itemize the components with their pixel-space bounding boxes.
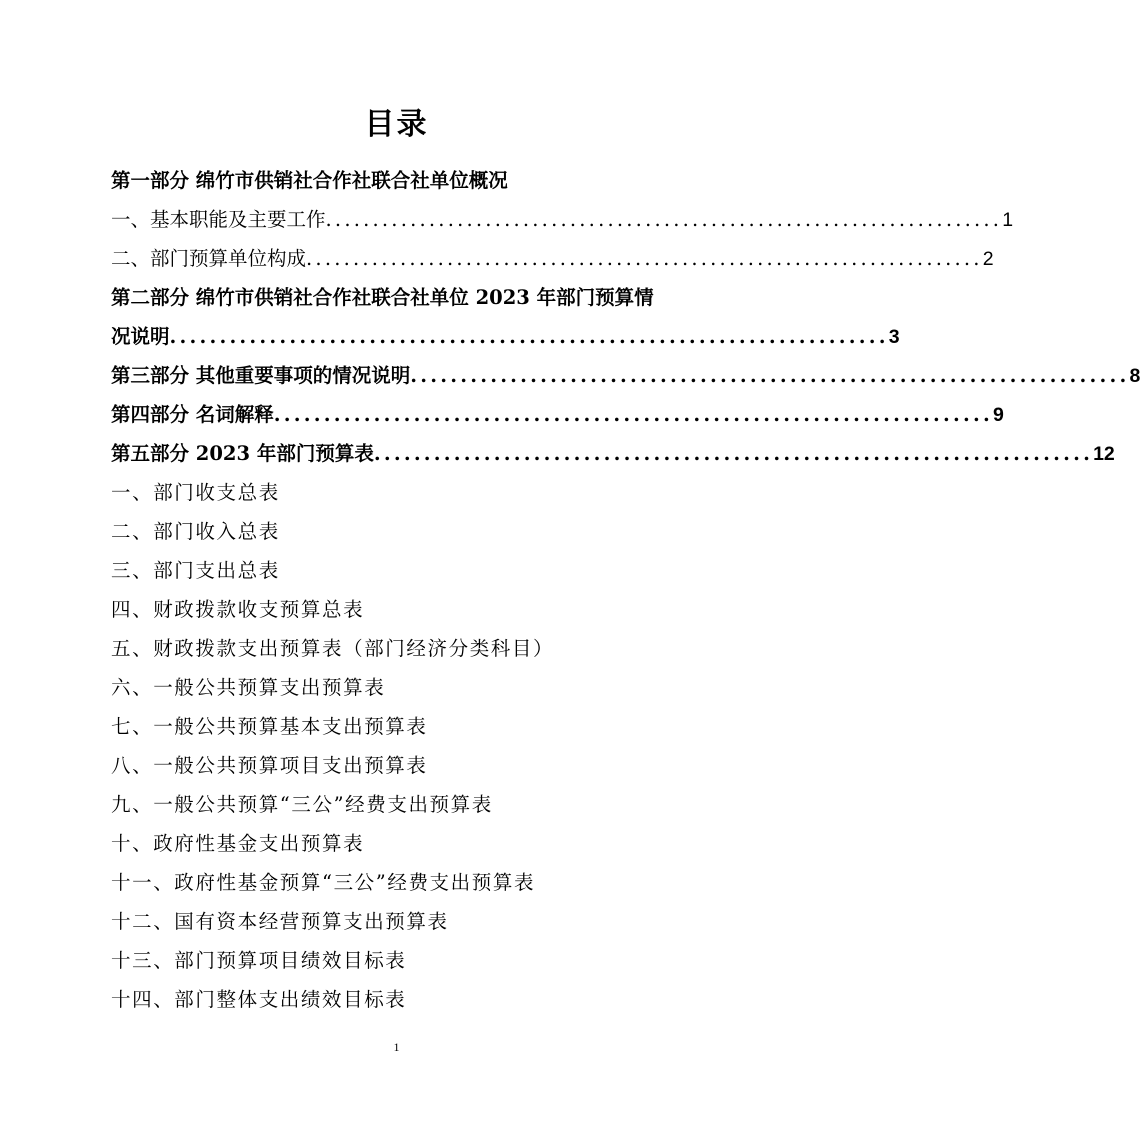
toc-entry-label: 二、部门预算单位构成 [111, 247, 307, 270]
toc-page-number: 3 [888, 326, 900, 348]
toc-entry-label: 第三部分 其他重要事项的情况说明 [111, 364, 411, 387]
toc-table-item[interactable]: 十、政府性基金支出预算表 [111, 832, 365, 855]
toc-entry-label: 第五部分 2023 年部门预算表 [111, 442, 374, 465]
toc-leader-dots: ........................................................................ [306, 247, 983, 270]
toc-leader-dots: ........................................................................ [325, 208, 1003, 231]
toc-part2-heading-line1[interactable]: 第二部分 绵竹市供销社合作社联合社单位 2023 年部门预算情 [111, 286, 654, 309]
toc-page-number: 9 [993, 404, 1004, 426]
toc-leader-dots: ........................................................................ [169, 325, 889, 348]
toc-table-item[interactable]: 十二、国有资本经营预算支出预算表 [111, 910, 449, 933]
toc-entry-label: 第四部分 名词解释 [111, 403, 274, 426]
toc-entry-part5[interactable] [111, 435, 1115, 473]
toc-table-item[interactable]: 四、财政拨款收支预算总表 [111, 598, 365, 621]
toc-table-item[interactable]: 六、一般公共预算支出预算表 [111, 676, 386, 699]
toc-leader-dots: ........................................................................ [410, 364, 1130, 387]
toc-page-number: 1 [1002, 209, 1014, 231]
toc-page-number: 2 [982, 248, 994, 270]
toc-title: 目录 [364, 107, 429, 142]
toc-entry-part1-item1[interactable] [111, 201, 1014, 239]
toc-table-item[interactable]: 十四、部门整体支出绩效目标表 [111, 988, 407, 1011]
toc-part1-heading[interactable]: 第一部分 绵竹市供销社合作社联合社单位概况 [111, 169, 508, 192]
toc-entry-label: 一、基本职能及主要工作 [111, 208, 326, 231]
toc-entry-part2[interactable] [111, 318, 900, 356]
toc-entry-part3[interactable] [111, 357, 1140, 395]
toc-leader-dots: ........................................................................ [273, 403, 993, 426]
toc-table-item[interactable]: 一、部门收支总表 [111, 481, 280, 504]
toc-page-number: 8 [1129, 365, 1140, 387]
toc-table-item[interactable]: 七、一般公共预算基本支出预算表 [111, 715, 428, 738]
toc-page-number: 12 [1093, 443, 1115, 465]
toc-table-item[interactable]: 三、部门支出总表 [111, 559, 280, 582]
toc-table-item[interactable]: 八、一般公共预算项目支出预算表 [111, 754, 428, 777]
toc-entry-label: 况说明 [111, 325, 170, 348]
page-footer-number: 1 [393, 1040, 400, 1054]
toc-table-item[interactable]: 九、一般公共预算“三公”经费支出预算表 [111, 793, 493, 816]
toc-leader-dots: ........................................................................ [373, 442, 1094, 465]
toc-table-item[interactable]: 十三、部门预算项目绩效目标表 [111, 949, 407, 972]
toc-table-item[interactable]: 十一、政府性基金预算“三公”经费支出预算表 [111, 871, 536, 894]
toc-entry-part1-item2[interactable] [111, 240, 994, 278]
toc-table-item[interactable]: 五、财政拨款支出预算表（部门经济分类科目） [111, 637, 555, 660]
toc-entry-part4[interactable] [111, 396, 1004, 434]
toc-table-item[interactable]: 二、部门收入总表 [111, 520, 280, 543]
